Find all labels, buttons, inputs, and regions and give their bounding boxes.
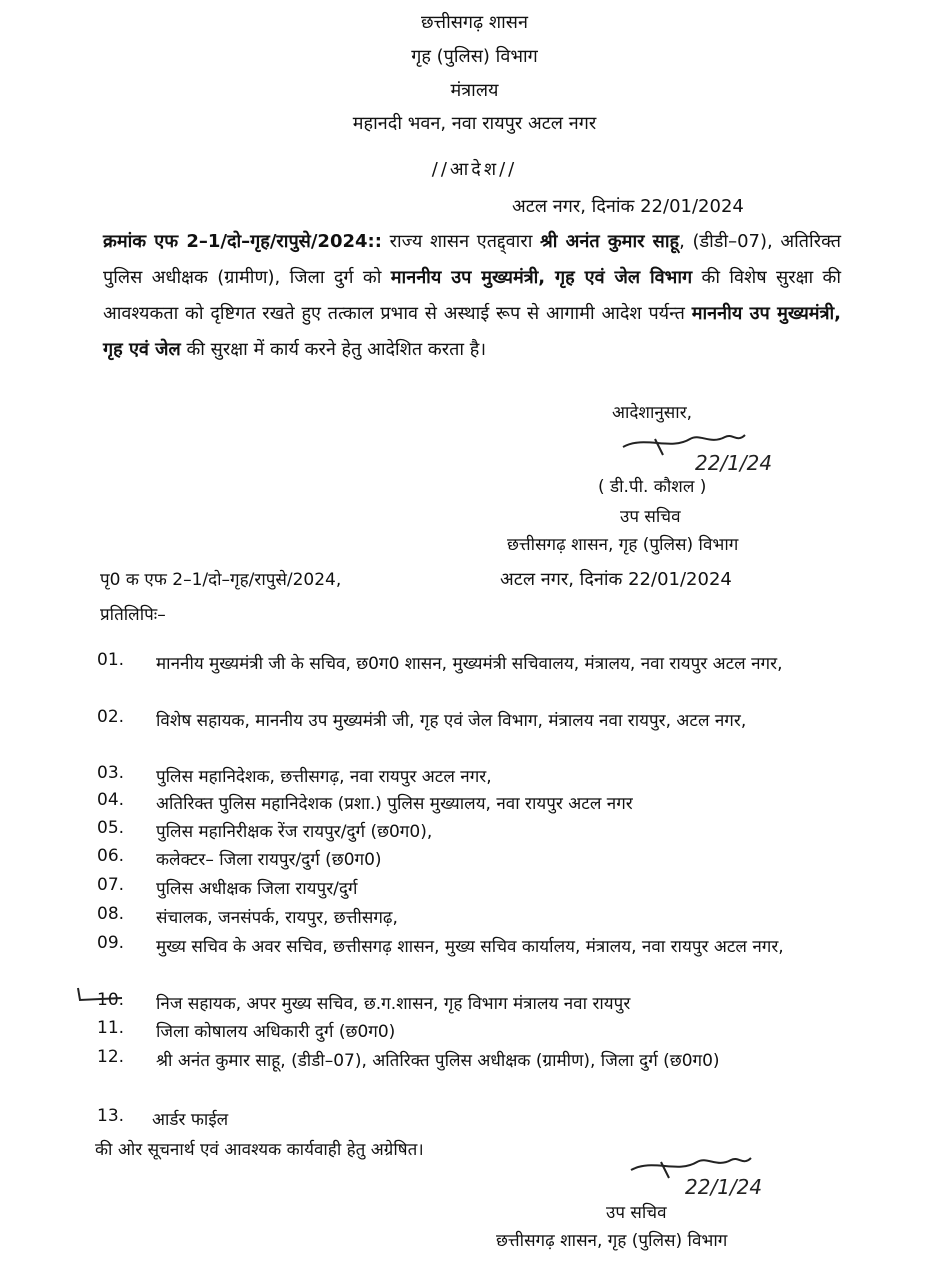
list-item-number: 05. xyxy=(97,818,125,838)
order-body xyxy=(103,224,841,368)
list-item-number: 11. xyxy=(97,1018,125,1038)
body-text-3: की विशेष सुरक्षा की आवश्यकता को दृष्टिगत रखते हुए तत्काल प्रभाव से अस्थाई रूप से आगामी आदेश पर्यन्त xyxy=(103,267,842,324)
signature-1 xyxy=(615,425,815,477)
list-item-number: 01. xyxy=(97,650,125,670)
list-item xyxy=(97,707,857,763)
list-item xyxy=(97,990,857,1018)
list-item-text: विशेष सहायक, माननीय उप मुख्यमंत्री जी, गृह एवं जेल विभाग, मंत्रालय नवा रायपुर, अटल नगर, xyxy=(156,711,747,731)
header-address: महानदी भवन, नवा रायपुर अटल नगर xyxy=(352,113,597,134)
list-item xyxy=(97,790,857,818)
header-ministry: मंत्रालय xyxy=(450,80,499,101)
list-item-text: पुलिस महानिरीक्षक रेंज रायपुर/दुर्ग (छ0ग0), xyxy=(156,822,433,842)
list-item-number: 03. xyxy=(97,763,125,783)
body-text-2: , (डीडी–07), अतिरिक्त पुलिस अधीक्षक (ग्रामीण), जिला दुर्ग को xyxy=(103,231,841,288)
list-item xyxy=(97,818,857,846)
list-item xyxy=(97,904,857,932)
order-date: अटल नगर, दिनांक 22/01/2024 xyxy=(512,196,744,217)
endorsement-date: अटल नगर, दिनांक 22/01/2024 xyxy=(500,569,732,590)
handwritten-tick-mark xyxy=(72,984,132,1008)
list-item-number: 08. xyxy=(97,904,125,924)
list-item-text: कलेक्टर– जिला रायपुर/दुर्ग (छ0ग0) xyxy=(156,850,382,870)
list-item-number: 07. xyxy=(97,875,125,895)
body-text-4: की सुरक्षा में कार्य करने हेतु आदेशित करता है। xyxy=(180,339,487,360)
list-item-text: पुलिस महानिदेशक, छत्तीसगढ़, नवा रायपुर अटल नगर, xyxy=(156,767,492,787)
list-item-text: अतिरिक्त पुलिस महानिदेशक (प्रशा.) पुलिस मुख्यालय, नवा रायपुर अटल नगर xyxy=(156,794,633,814)
list-item-text: निज सहायक, अपर मुख्य सचिव, छ.ग.शासन, गृह विभाग मंत्रालय नवा रायपुर xyxy=(156,994,631,1014)
list-item xyxy=(97,650,857,706)
minister-designation: माननीय उप मुख्यमंत्री, गृह एवं जेल विभाग xyxy=(390,267,693,288)
list-item xyxy=(97,933,857,989)
list-item-number: 10. xyxy=(97,990,125,1010)
signature-1-date: 22/1/24 xyxy=(695,451,773,475)
list-item-number: 04. xyxy=(97,790,125,810)
list-item-text: संचालक, जनसंपर्क, रायपुर, छत्तीसगढ़, xyxy=(156,908,398,928)
header-government: छत्तीसगढ़ शासन xyxy=(421,12,528,33)
signature-2-date: 22/1/24 xyxy=(685,1175,763,1199)
list-item-text: श्री अनंत कुमार साहू, (डीडी–07), अतिरिक्त पुलिस अधीक्षक (ग्रामीण), जिला दुर्ग (छ0ग0) xyxy=(156,1051,720,1071)
signatory-department: छत्तीसगढ़ शासन, गृह (पुलिस) विभाग xyxy=(507,535,739,555)
order-reference: क्रमांक एफ 2–1/दो–गृह/रापुसे/2024:: xyxy=(103,231,382,252)
list-item xyxy=(97,763,857,791)
list-item xyxy=(97,875,857,903)
signatory-name: ( डी.पी. कौशल ) xyxy=(598,477,707,497)
list-item-text: आर्डर फाईल xyxy=(152,1110,229,1130)
list-item xyxy=(97,1018,857,1046)
header-department: गृह (पुलिस) विभाग xyxy=(411,46,538,67)
list-item-text: माननीय मुख्यमंत्री जी के सचिव, छ0ग0 शासन, मुख्यमंत्री सचिवालय, मंत्रालय, नवा रायपुर अटल नगर, xyxy=(156,654,783,674)
list-item-text: मुख्य सचिव के अवर सचिव, छत्तीसगढ़ शासन, मुख्य सचिव कार्यालय, मंत्रालय, नवा रायपुर अटल नगर, xyxy=(156,937,784,957)
signatory-2-department: छत्तीसगढ़ शासन, गृह (पुलिस) विभाग xyxy=(496,1231,728,1251)
minister-designation-2: माननीय उप मुख्यमंत्री, गृह एवं जेल xyxy=(103,303,842,360)
body-text-1: राज्य शासन एतद्द्वारा xyxy=(381,231,541,252)
list-item-number: 02. xyxy=(97,707,125,727)
list-item-text: जिला कोषालय अधिकारी दुर्ग (छ0ग0) xyxy=(156,1022,396,1042)
endorsement-reference: पृ0 क एफ 2–1/दो–गृह/रापुसे/2024, xyxy=(100,570,342,590)
order-title: //आदेश// xyxy=(431,159,518,180)
as-per-order: आदेशानुसार, xyxy=(612,403,693,423)
signatory-designation: उप सचिव xyxy=(620,507,681,527)
list-item-number: 06. xyxy=(97,846,125,866)
signatory-2-designation: उप सचिव xyxy=(606,1203,667,1223)
list-item-text: पुलिस अधीक्षक जिला रायपुर/दुर्ग xyxy=(156,879,358,899)
list-item-number: 09. xyxy=(97,933,125,953)
list-item-number: 13. xyxy=(97,1106,125,1126)
list-item xyxy=(97,1047,857,1103)
copy-label: प्रतिलिपिः– xyxy=(100,605,166,625)
closing-line: की ओर सूचनार्थ एवं आवश्यक कार्यवाही हेतु अग्रेषित। xyxy=(95,1140,424,1160)
list-item-number: 12. xyxy=(97,1047,125,1067)
list-item xyxy=(97,1106,857,1134)
officer-name: श्री अनंत कुमार साहू xyxy=(540,231,680,252)
signature-2 xyxy=(625,1150,815,1202)
list-item xyxy=(97,846,857,874)
